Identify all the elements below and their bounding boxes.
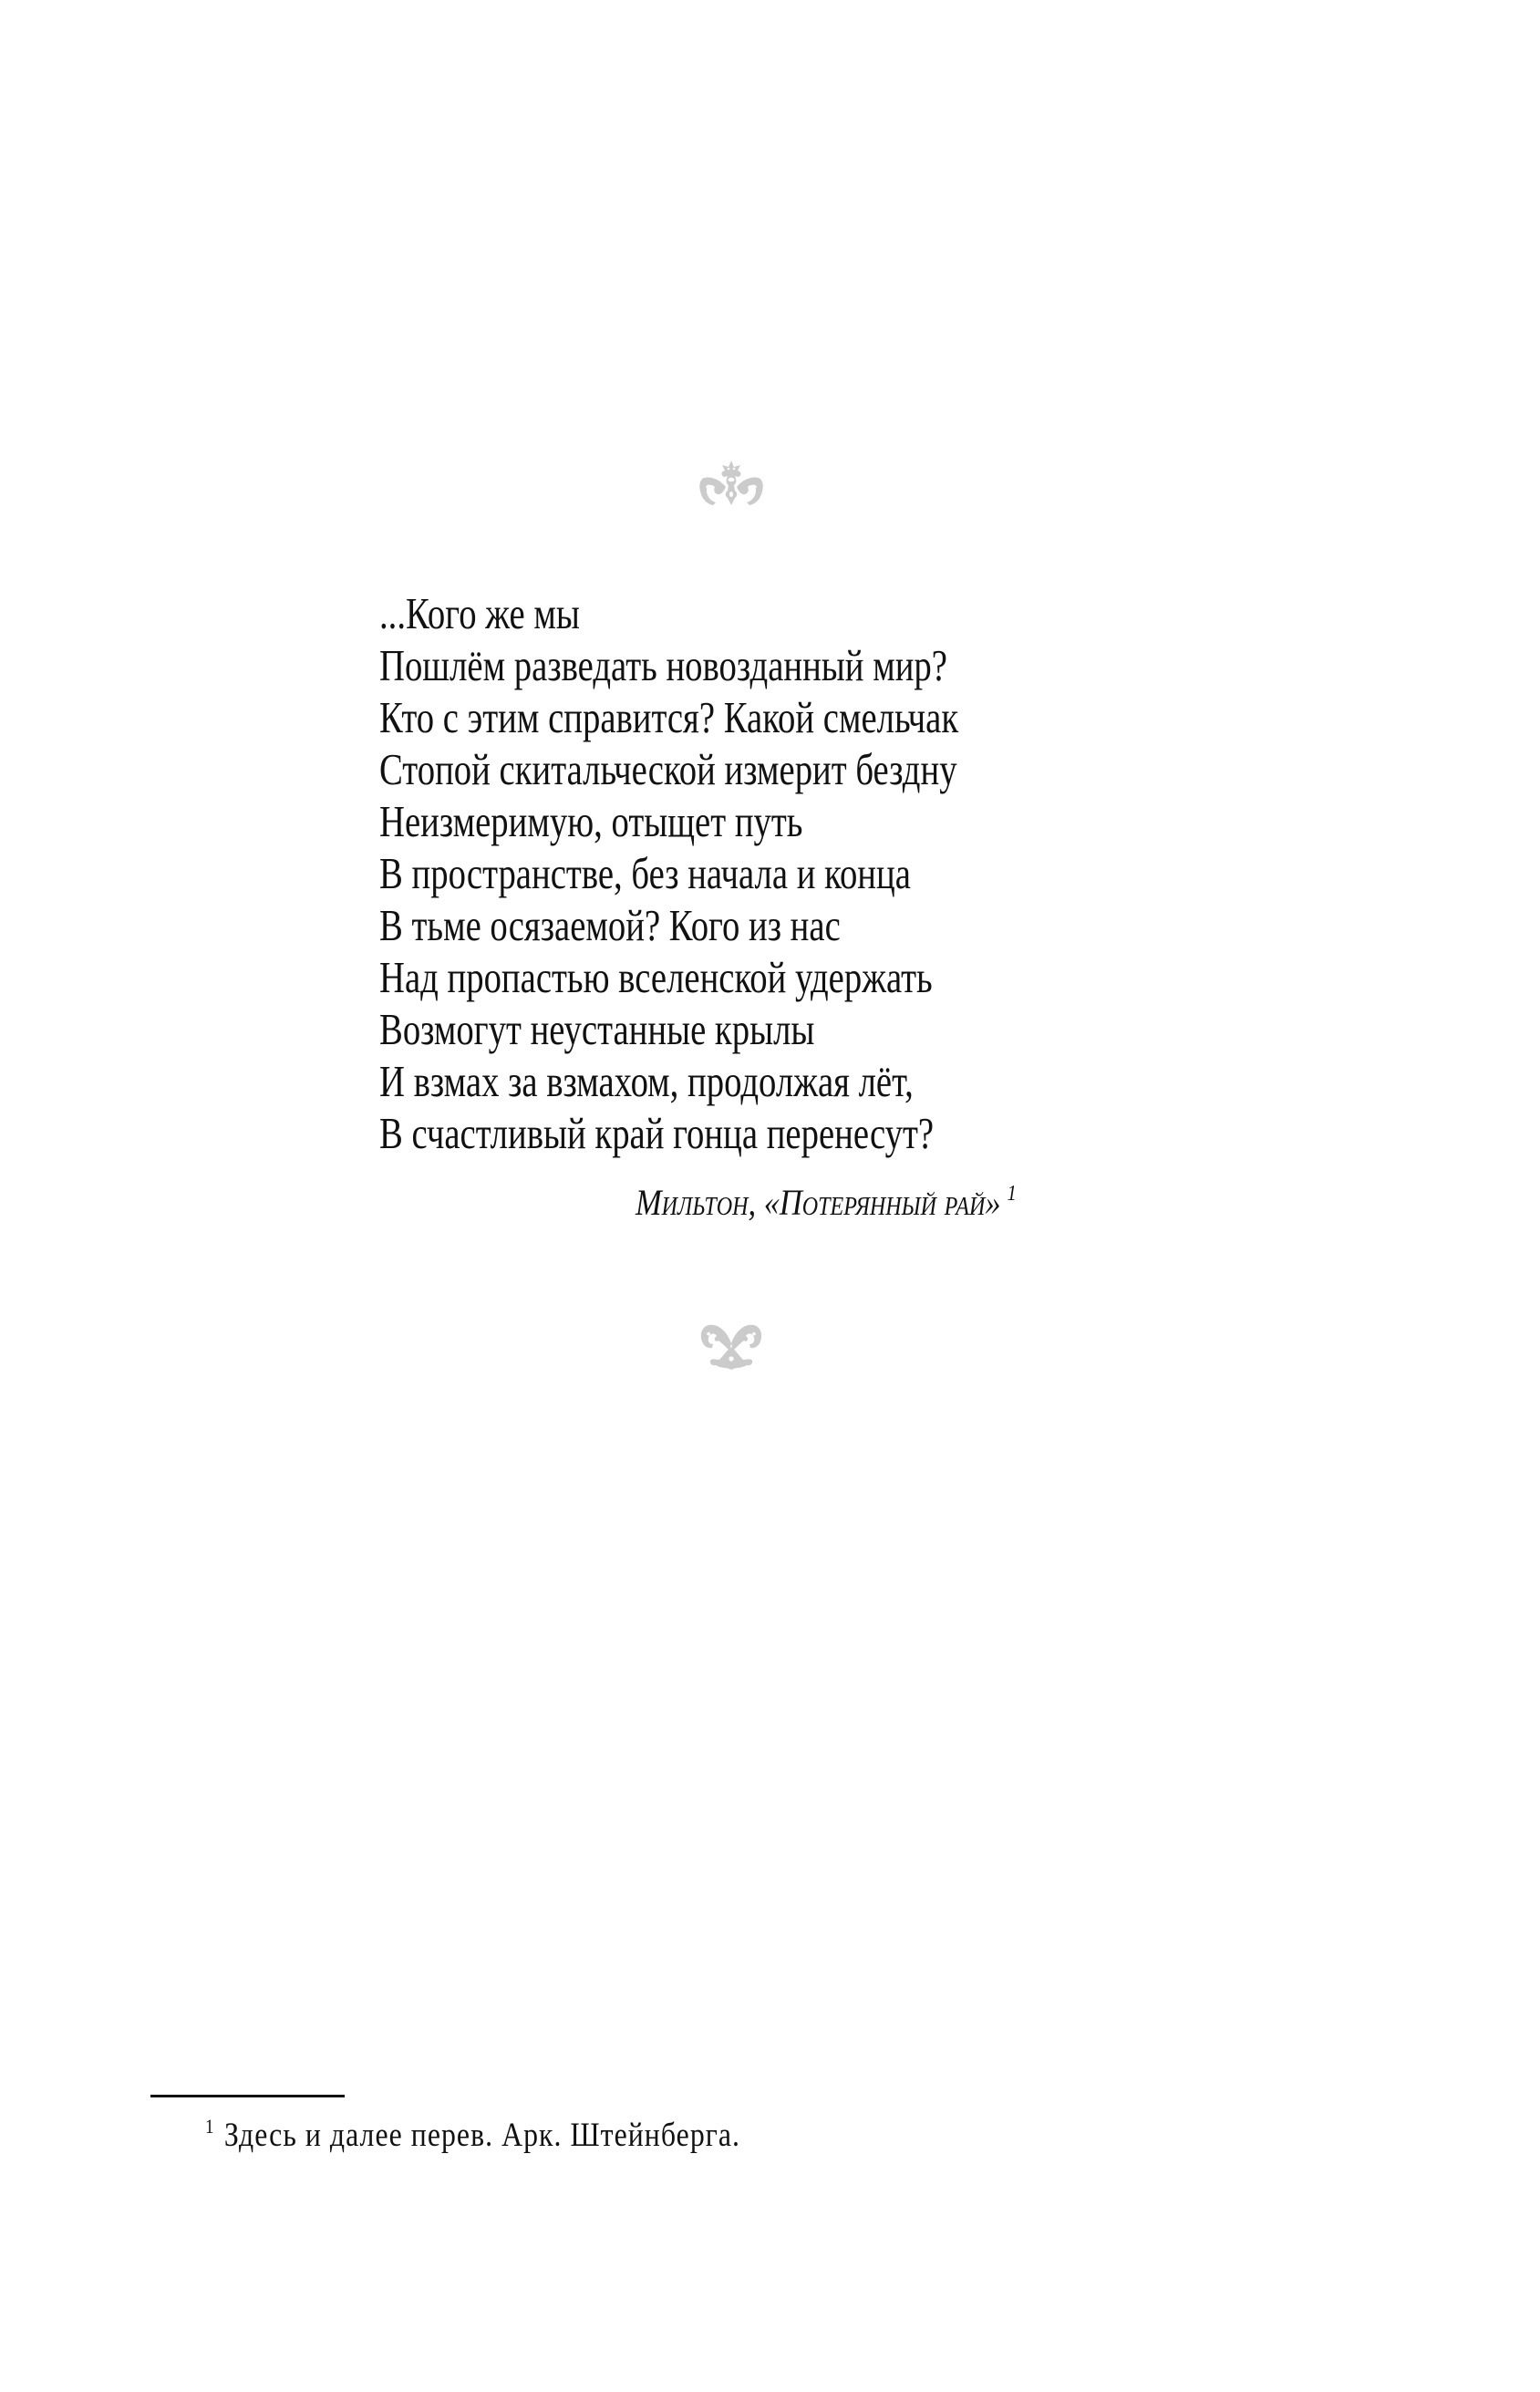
- epigraph-poem: [379, 587, 1200, 1159]
- poem-line: И взмах за взмахом, продолжая лёт,: [379, 1056, 914, 1106]
- poem-line: В счастливый край гонца перенесут?: [379, 1108, 935, 1158]
- poem-line: В тьме осязаемой? Кого из нас: [379, 900, 841, 950]
- poem-line: В пространстве, без начала и конца: [379, 848, 911, 898]
- poem-line: Кто с этим справится? Какой смельчак: [379, 692, 959, 742]
- footnote-marker: 1: [205, 2115, 215, 2138]
- poem-line: ...Кого же мы: [379, 588, 580, 638]
- poem-line: Над пропастью вселенской удержать: [379, 952, 933, 1002]
- poem-line: Возмогут неустанные крылы: [379, 1004, 815, 1054]
- attribution-author: Мильтон,: [636, 1182, 757, 1223]
- footnote-reference: 1: [1007, 1182, 1017, 1206]
- attribution-work: «Потерянный рай»: [763, 1182, 1001, 1223]
- poem-line: Пошлём разведать новозданный мир?: [379, 640, 947, 690]
- poem-line: Неизмеримую, отыщет путь: [379, 796, 803, 846]
- fleuron-scroll-icon: [699, 1321, 763, 1371]
- footnote-text: Здесь и далее перев. Арк. Штейнберга.: [223, 2117, 741, 2154]
- epigraph-attribution: [636, 1180, 1017, 1226]
- footnote-separator: [150, 2095, 345, 2097]
- fleuron-crown-icon: [698, 460, 764, 511]
- footnote: [205, 2116, 740, 2156]
- poem-line: Стопой скитальческой измерит бездну: [379, 744, 957, 794]
